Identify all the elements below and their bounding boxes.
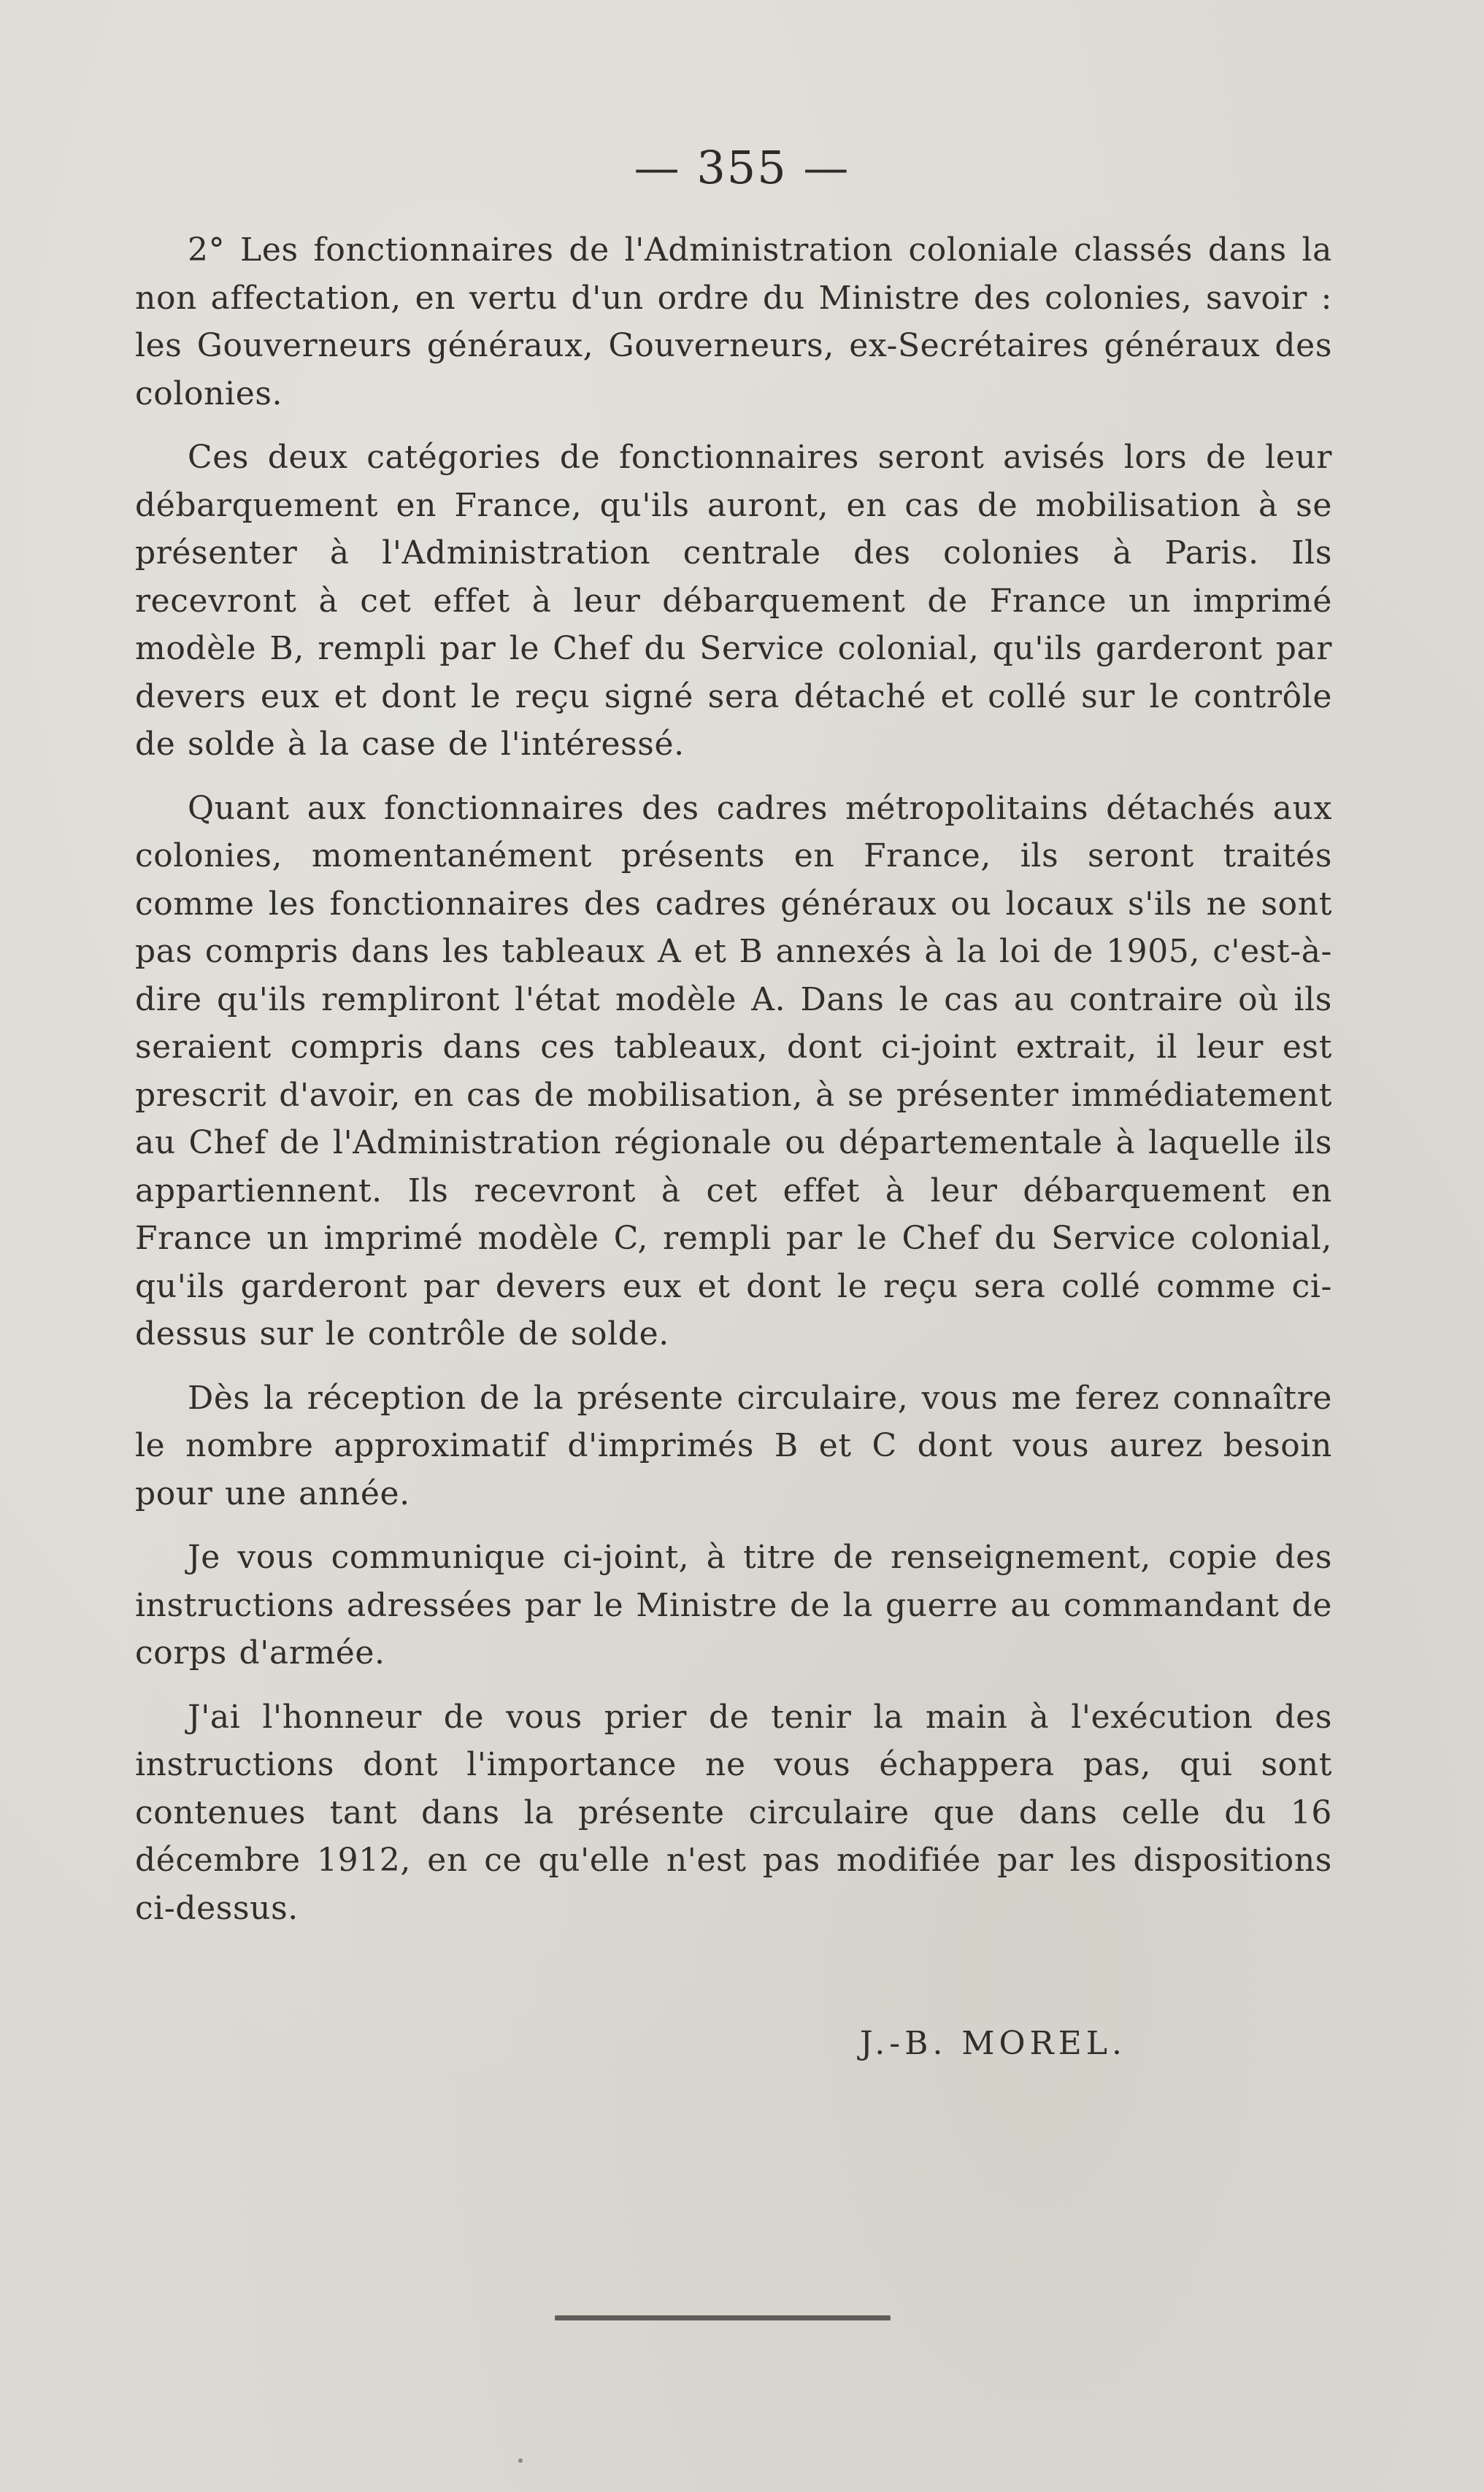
paragraph-forms-count: Dès la réception de la présente circulaire, vous me ferez connaître le nombre approximatif d'imprimés B et C dont vous aurez besoin pour une année.	[135, 1379, 1332, 1512]
end-rule-divider	[555, 2315, 891, 2320]
paper-speck	[518, 2458, 523, 2463]
paragraph-closing: J'ai l'honneur de vous prier de tenir la main à l'exécution des instructions dont l'importance ne vous échappera pas, qui sont contenues tant dans la présente circulaire que dans celle du 16 décembre 1912, en ce qu'elle n'est pas modifiée par les dispositions ci-dessus.	[135, 1698, 1332, 1927]
paragraph-colonial-officials: 2° Les fonctionnaires de l'Administration coloniale classés dans la non affectation, en vertu d'un ordre du Ministre des colonies, savoir : les Gouverneurs généraux, Gouverneurs, ex-Secrétaires généraux des colonies.	[135, 231, 1332, 412]
signature: J.-B. MOREL.	[860, 2025, 1126, 2062]
paragraph-instructions-copy: Je vous communique ci-joint, à titre de renseignement, copie des instructions adressées par le Ministre de la guerre au commandant de corps d'armée.	[135, 1539, 1332, 1672]
paragraph-metropolitan-officials: Quant aux fonctionnaires des cadres métropolitains détachés aux colonies, momentanément présents en France, ils seront traités comme les fonctionnaires des cadres généraux ou locaux s'ils ne sont pas compris dans les tableaux A et B annexés à la loi de 1905, c'est-à-dire qu'ils rempliront l'état modèle A. Dans le cas au contraire où ils seraient compris dans ces tableaux, dont ci-joint extrait, il leur est prescrit d'avoir, en cas de mobilisation, à se présenter immédiatement au Chef de l'Administration régionale ou départementale à laquelle ils appartiennent. Ils recevront à cet effet à leur débarquement en France un imprimé modèle C, rempli par le Chef du Service colonial, qu'ils garderont par devers eux et dont le reçu sera collé comme ci-dessus sur le contrôle de solde.	[135, 789, 1332, 1353]
circular-body	[135, 226, 1332, 1948]
paragraph-two-categories: Ces deux catégories de fonctionnaires seront avisés lors de leur débarquement en France, qu'ils auront, en cas de mobilisation à se présenter à l'Administration centrale des colonies à Paris. Ils recevront à cet effet à leur débarquement de France un imprimé modèle B, rempli par le Chef du Service colonial, qu'ils garderont par devers eux et dont le reçu signé sera détaché et collé sur le contrôle de solde à la case de l'intéressé.	[135, 439, 1332, 763]
page-number: — 355 —	[634, 141, 850, 194]
